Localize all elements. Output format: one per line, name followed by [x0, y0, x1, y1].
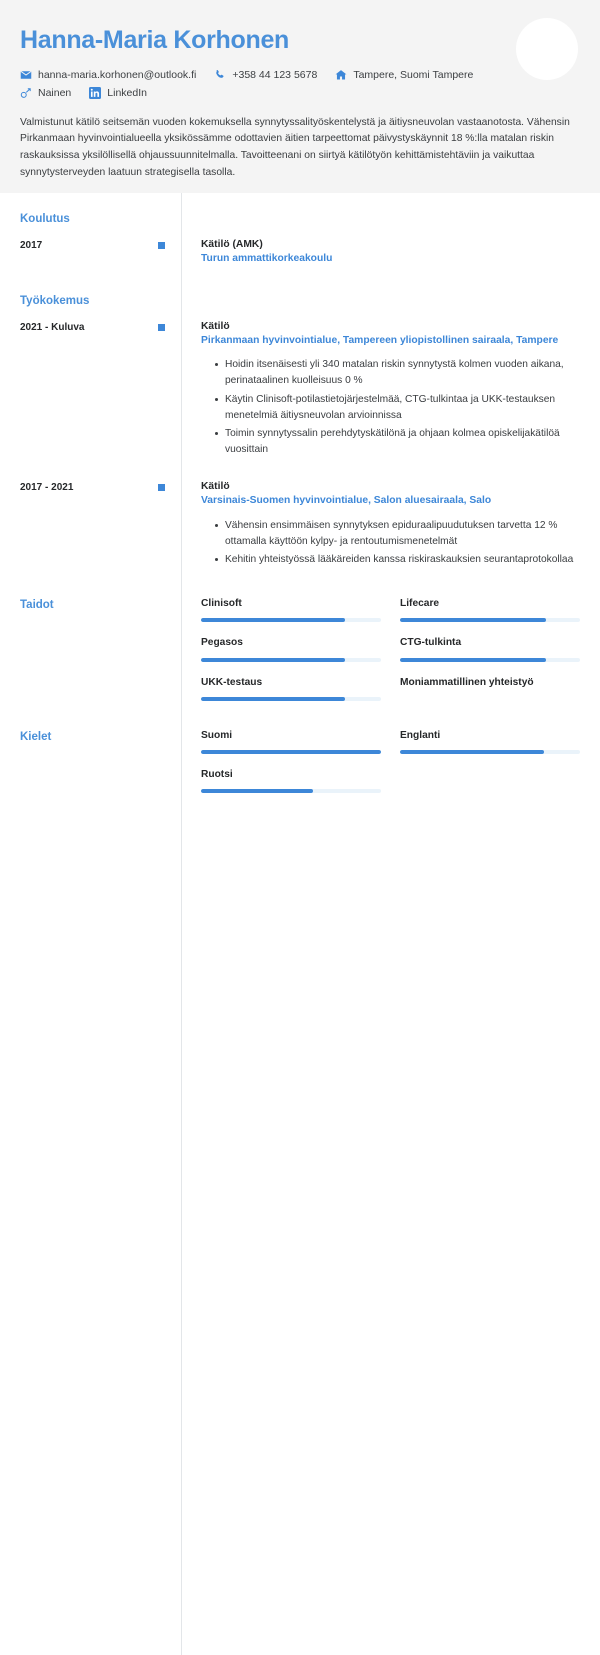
skill-item	[201, 597, 381, 636]
spacer	[0, 307, 600, 321]
skill-label: Pegasos	[201, 637, 243, 649]
section-experience-content	[181, 293, 580, 307]
skill-label: Lifecare	[400, 598, 440, 610]
language-item	[201, 768, 381, 807]
section-languages-content	[181, 729, 580, 808]
section-skills	[0, 597, 600, 715]
language-level-fill	[400, 750, 544, 754]
linkedin-icon	[89, 87, 101, 99]
education-entry-main	[181, 239, 580, 267]
language-item	[201, 729, 381, 768]
page-title: Hanna-Maria Korhonen	[20, 26, 290, 54]
experience-entry	[0, 321, 600, 461]
experience-entry-bullets	[201, 518, 580, 568]
skill-level-bar	[201, 697, 381, 701]
skills-grid	[201, 597, 580, 715]
section-languages	[0, 729, 600, 808]
home-icon	[335, 69, 347, 81]
contact-row-primary	[20, 69, 580, 81]
section-title: Työkokemus	[20, 294, 90, 307]
language-level-bar	[201, 750, 381, 754]
timeline-marker-icon	[158, 242, 165, 249]
list-item: Käytin Clinisoft-potilastietojärjestelmää, CTG-tulkintaa ja UKK-testauksen menetelmiä äitiysneuvolan arvioinnissa	[215, 392, 580, 424]
contact-linkedin[interactable]	[89, 87, 147, 99]
education-entry-school: Turun ammattikorkeakoulu	[201, 253, 333, 264]
section-title: Taidot	[20, 599, 54, 612]
section-title: Koulutus	[20, 213, 70, 225]
languages-grid	[201, 729, 580, 808]
list-item: Hoidin itsenäisesti yli 340 matalan riskin synnytystä kolmen vuoden aikana, perinataalinen kuolleisuus 0 %	[215, 357, 580, 389]
language-level-fill	[201, 750, 381, 754]
contact-email-text: hanna-maria.korhonen@outlook.fi	[38, 68, 197, 81]
skill-level-bar	[201, 658, 381, 662]
list-item: Toimin synnytyssalin perehdytyskätilönä ja ohjaan kolmea opiskelijakätilöä vuosittain	[215, 426, 580, 458]
section-languages-label	[20, 729, 181, 808]
contact-gender-text: Nainen	[38, 86, 72, 99]
contact-location-text: Tampere, Suomi Tampere	[353, 68, 474, 81]
skill-label: Moniammatillinen yhteistyö	[400, 676, 534, 688]
contact-gender	[20, 87, 71, 99]
skill-item	[201, 676, 381, 715]
section-title: Kielet	[20, 730, 52, 743]
list-item: Kehitin yhteistyössä lääkäreiden kanssa riskiraskauksien seurantaprotokollaa	[215, 552, 580, 568]
language-label: Suomi	[201, 729, 233, 741]
experience-entry-main	[181, 481, 580, 571]
profile-summary: Valmistunut kätilö seitsemän vuoden kokemuksella synnytyssalityöskentelystä ja äitiysneuvolan vastaanotosta. Vähensin Pirkanmaan hyvinvointialueella yksikössämme odottavien äitien tarpeettomat päivystyskäynnit 18 %:lla matalan riskin raskauksissa yksilöllisellä ohjaussuunnitelmalla. Tavoitteenani on siirtyä kätilötyön kehittämistehtäviin ja vaikuttaa synnytysterveyden laatuun strategisella tasolla.	[20, 116, 570, 178]
language-item	[400, 729, 580, 768]
skill-item	[201, 636, 381, 675]
language-label: Englanti	[400, 729, 441, 741]
section-education-label	[20, 211, 181, 225]
education-entry-date: 2017	[20, 240, 43, 251]
list-item: Vähensin ensimmäisen synnytyksen epiduraalipuudutuksen tarvetta 12 % ottamalla käyttöön kylpy- ja rentoutumismenetelmät	[215, 518, 580, 550]
section-education-content	[181, 211, 580, 225]
skill-level-bar	[201, 618, 381, 622]
experience-entry-employer: Pirkanmaan hyvinvointialue, Tampereen yliopistollinen sairaala, Tampere	[201, 334, 559, 346]
envelope-icon	[20, 69, 32, 81]
spacer	[0, 267, 600, 293]
language-level-bar	[400, 750, 580, 754]
skill-level-fill	[201, 658, 345, 662]
skill-level-bar	[400, 697, 580, 701]
contact-email[interactable]	[20, 69, 196, 81]
resume-header	[0, 0, 600, 193]
skill-level-bar	[400, 658, 580, 662]
skill-level-fill	[400, 618, 546, 622]
contact-phone-text: +358 44 123 5678	[232, 68, 318, 81]
experience-entry-date: 2021 - Kuluva	[20, 321, 85, 333]
skill-label: CTG-tulkinta	[400, 637, 462, 649]
skill-level-fill	[201, 618, 345, 622]
skill-item	[400, 676, 580, 715]
experience-entry-bullets	[201, 357, 580, 458]
language-level-bar	[201, 789, 381, 793]
avatar	[516, 18, 578, 80]
language-label: Ruotsi	[201, 769, 233, 781]
skill-level-bar	[400, 618, 580, 622]
section-skills-content	[181, 597, 580, 715]
contact-row-secondary	[20, 87, 580, 99]
contact-linkedin-text: LinkedIn	[107, 86, 147, 99]
resume-body	[0, 193, 600, 807]
skill-level-fill	[201, 697, 345, 701]
education-entry-degree: Kätilö (AMK)	[201, 239, 263, 250]
section-experience-label	[20, 293, 181, 307]
skill-level-fill	[400, 658, 546, 662]
experience-entry	[0, 481, 600, 571]
contact-phone[interactable]	[214, 69, 317, 81]
experience-entry-employer: Varsinais-Suomen hyvinvointialue, Salon aluesairaala, Salo	[201, 495, 492, 507]
experience-entry-role: Kätilö	[201, 481, 230, 493]
spacer	[0, 461, 600, 481]
contact-info	[20, 69, 580, 99]
gender-icon	[20, 87, 32, 99]
skill-label: Clinisoft	[201, 598, 242, 610]
experience-entry-date: 2017 - 2021	[20, 482, 74, 494]
skill-item	[400, 597, 580, 636]
experience-entry-role: Kätilö	[201, 320, 230, 332]
section-education	[0, 211, 600, 225]
spacer	[0, 571, 600, 597]
skill-item	[400, 636, 580, 675]
spacer	[0, 225, 600, 239]
spacer	[0, 715, 600, 729]
section-experience	[0, 293, 600, 307]
contact-location	[335, 69, 473, 81]
language-level-fill	[201, 789, 313, 793]
timeline-marker-icon	[158, 484, 165, 491]
phone-icon	[214, 69, 226, 81]
skill-label: UKK-testaus	[201, 676, 263, 688]
education-entry	[0, 239, 600, 267]
timeline-marker-icon	[158, 324, 165, 331]
section-skills-label	[20, 597, 181, 715]
experience-entry-main	[181, 321, 580, 461]
